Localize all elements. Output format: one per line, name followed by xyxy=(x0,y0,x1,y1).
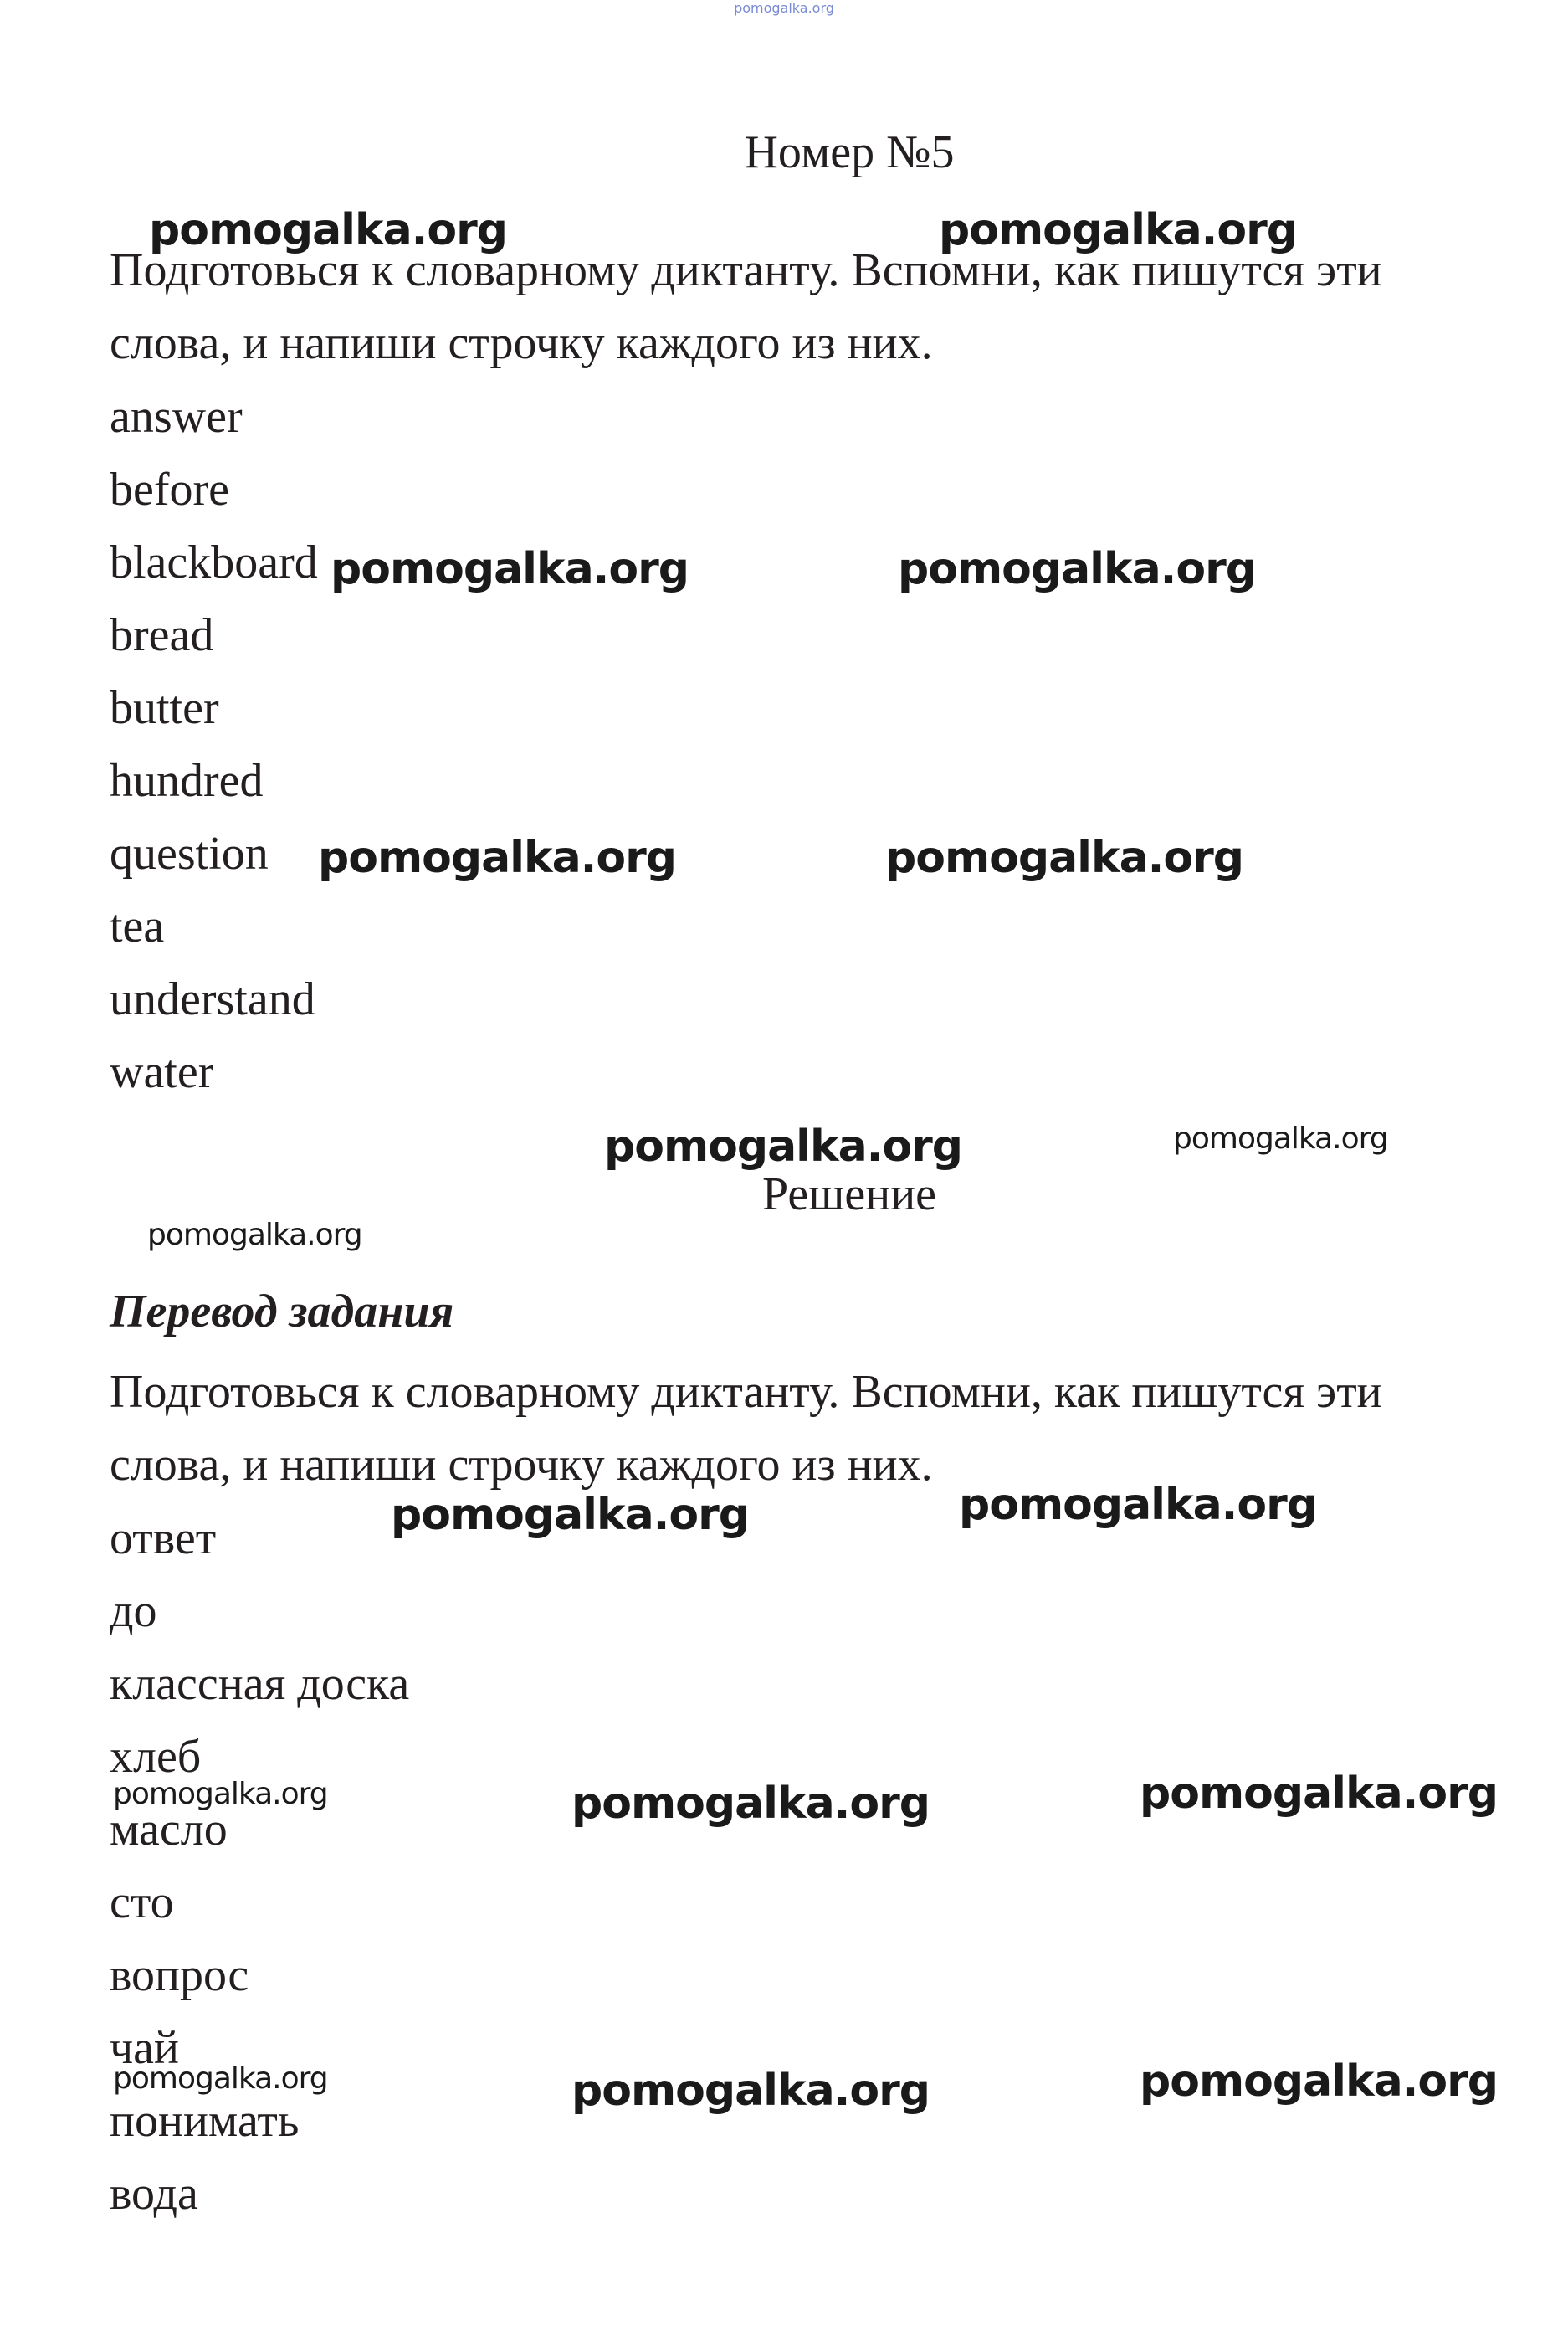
watermark: pomogalka.org xyxy=(149,205,508,255)
watermark: pomogalka.org xyxy=(1173,1122,1388,1156)
solution-label: Решение xyxy=(761,1168,937,1220)
watermark: pomogalka.org xyxy=(604,1122,963,1172)
watermark: pomogalka.org xyxy=(959,1480,1318,1530)
watermark: pomogalka.org xyxy=(1140,2056,1499,2107)
watermark: pomogalka.org xyxy=(1140,1768,1499,1819)
watermark: pomogalka.org xyxy=(571,1779,930,1829)
task-word-list xyxy=(110,381,318,1109)
watermark: pomogalka.org xyxy=(113,1777,328,1811)
translation-text: Подготовься к словарному диктанту. Вспомни, как пишутся эти слова, и напиши строчку каждого из них. xyxy=(110,1366,1382,1491)
list-item: ответ xyxy=(110,1512,217,1564)
translation-word-list xyxy=(110,1502,409,2230)
watermark: pomogalka.org xyxy=(147,1218,362,1252)
list-item: before xyxy=(110,464,230,516)
list-item: масло xyxy=(110,1804,228,1856)
watermark: pomogalka.org xyxy=(331,544,689,594)
watermark: pomogalka.org xyxy=(885,833,1244,883)
watermark: pomogalka.org xyxy=(391,1490,750,1540)
watermark: pomogalka.org xyxy=(113,2061,328,2096)
list-item: question xyxy=(110,828,269,880)
list-item: butter xyxy=(110,682,219,734)
list-item: hundred xyxy=(110,755,264,807)
page-title: Номер №5 xyxy=(744,126,955,178)
list-item: water xyxy=(110,1046,214,1098)
watermark: pomogalka.org xyxy=(898,544,1257,594)
list-item: tea xyxy=(110,901,165,952)
list-item: сто xyxy=(110,1876,174,1928)
list-item: blackboard xyxy=(110,536,318,588)
list-item: bread xyxy=(110,609,214,661)
list-item: до xyxy=(110,1585,157,1637)
list-item: классная доска xyxy=(110,1658,410,1710)
watermark: pomogalka.org xyxy=(318,833,677,883)
list-item: хлеб xyxy=(110,1731,202,1783)
translation-heading: Перевод задания xyxy=(110,1286,454,1337)
watermark: pomogalka.org xyxy=(571,2066,930,2116)
header-watermark: pomogalka.org xyxy=(734,0,834,16)
list-item: answer xyxy=(110,391,243,443)
list-item: понимать xyxy=(110,2095,300,2147)
list-item: вода xyxy=(110,2168,198,2220)
list-item: чай xyxy=(110,2022,179,2074)
watermark: pomogalka.org xyxy=(939,205,1298,255)
list-item: understand xyxy=(110,973,315,1025)
list-item: вопрос xyxy=(110,1949,249,2001)
task-text: Подготовься к словарному диктанту. Вспомни, как пишутся эти слова, и напиши строчку каждого из них. xyxy=(110,244,1382,369)
